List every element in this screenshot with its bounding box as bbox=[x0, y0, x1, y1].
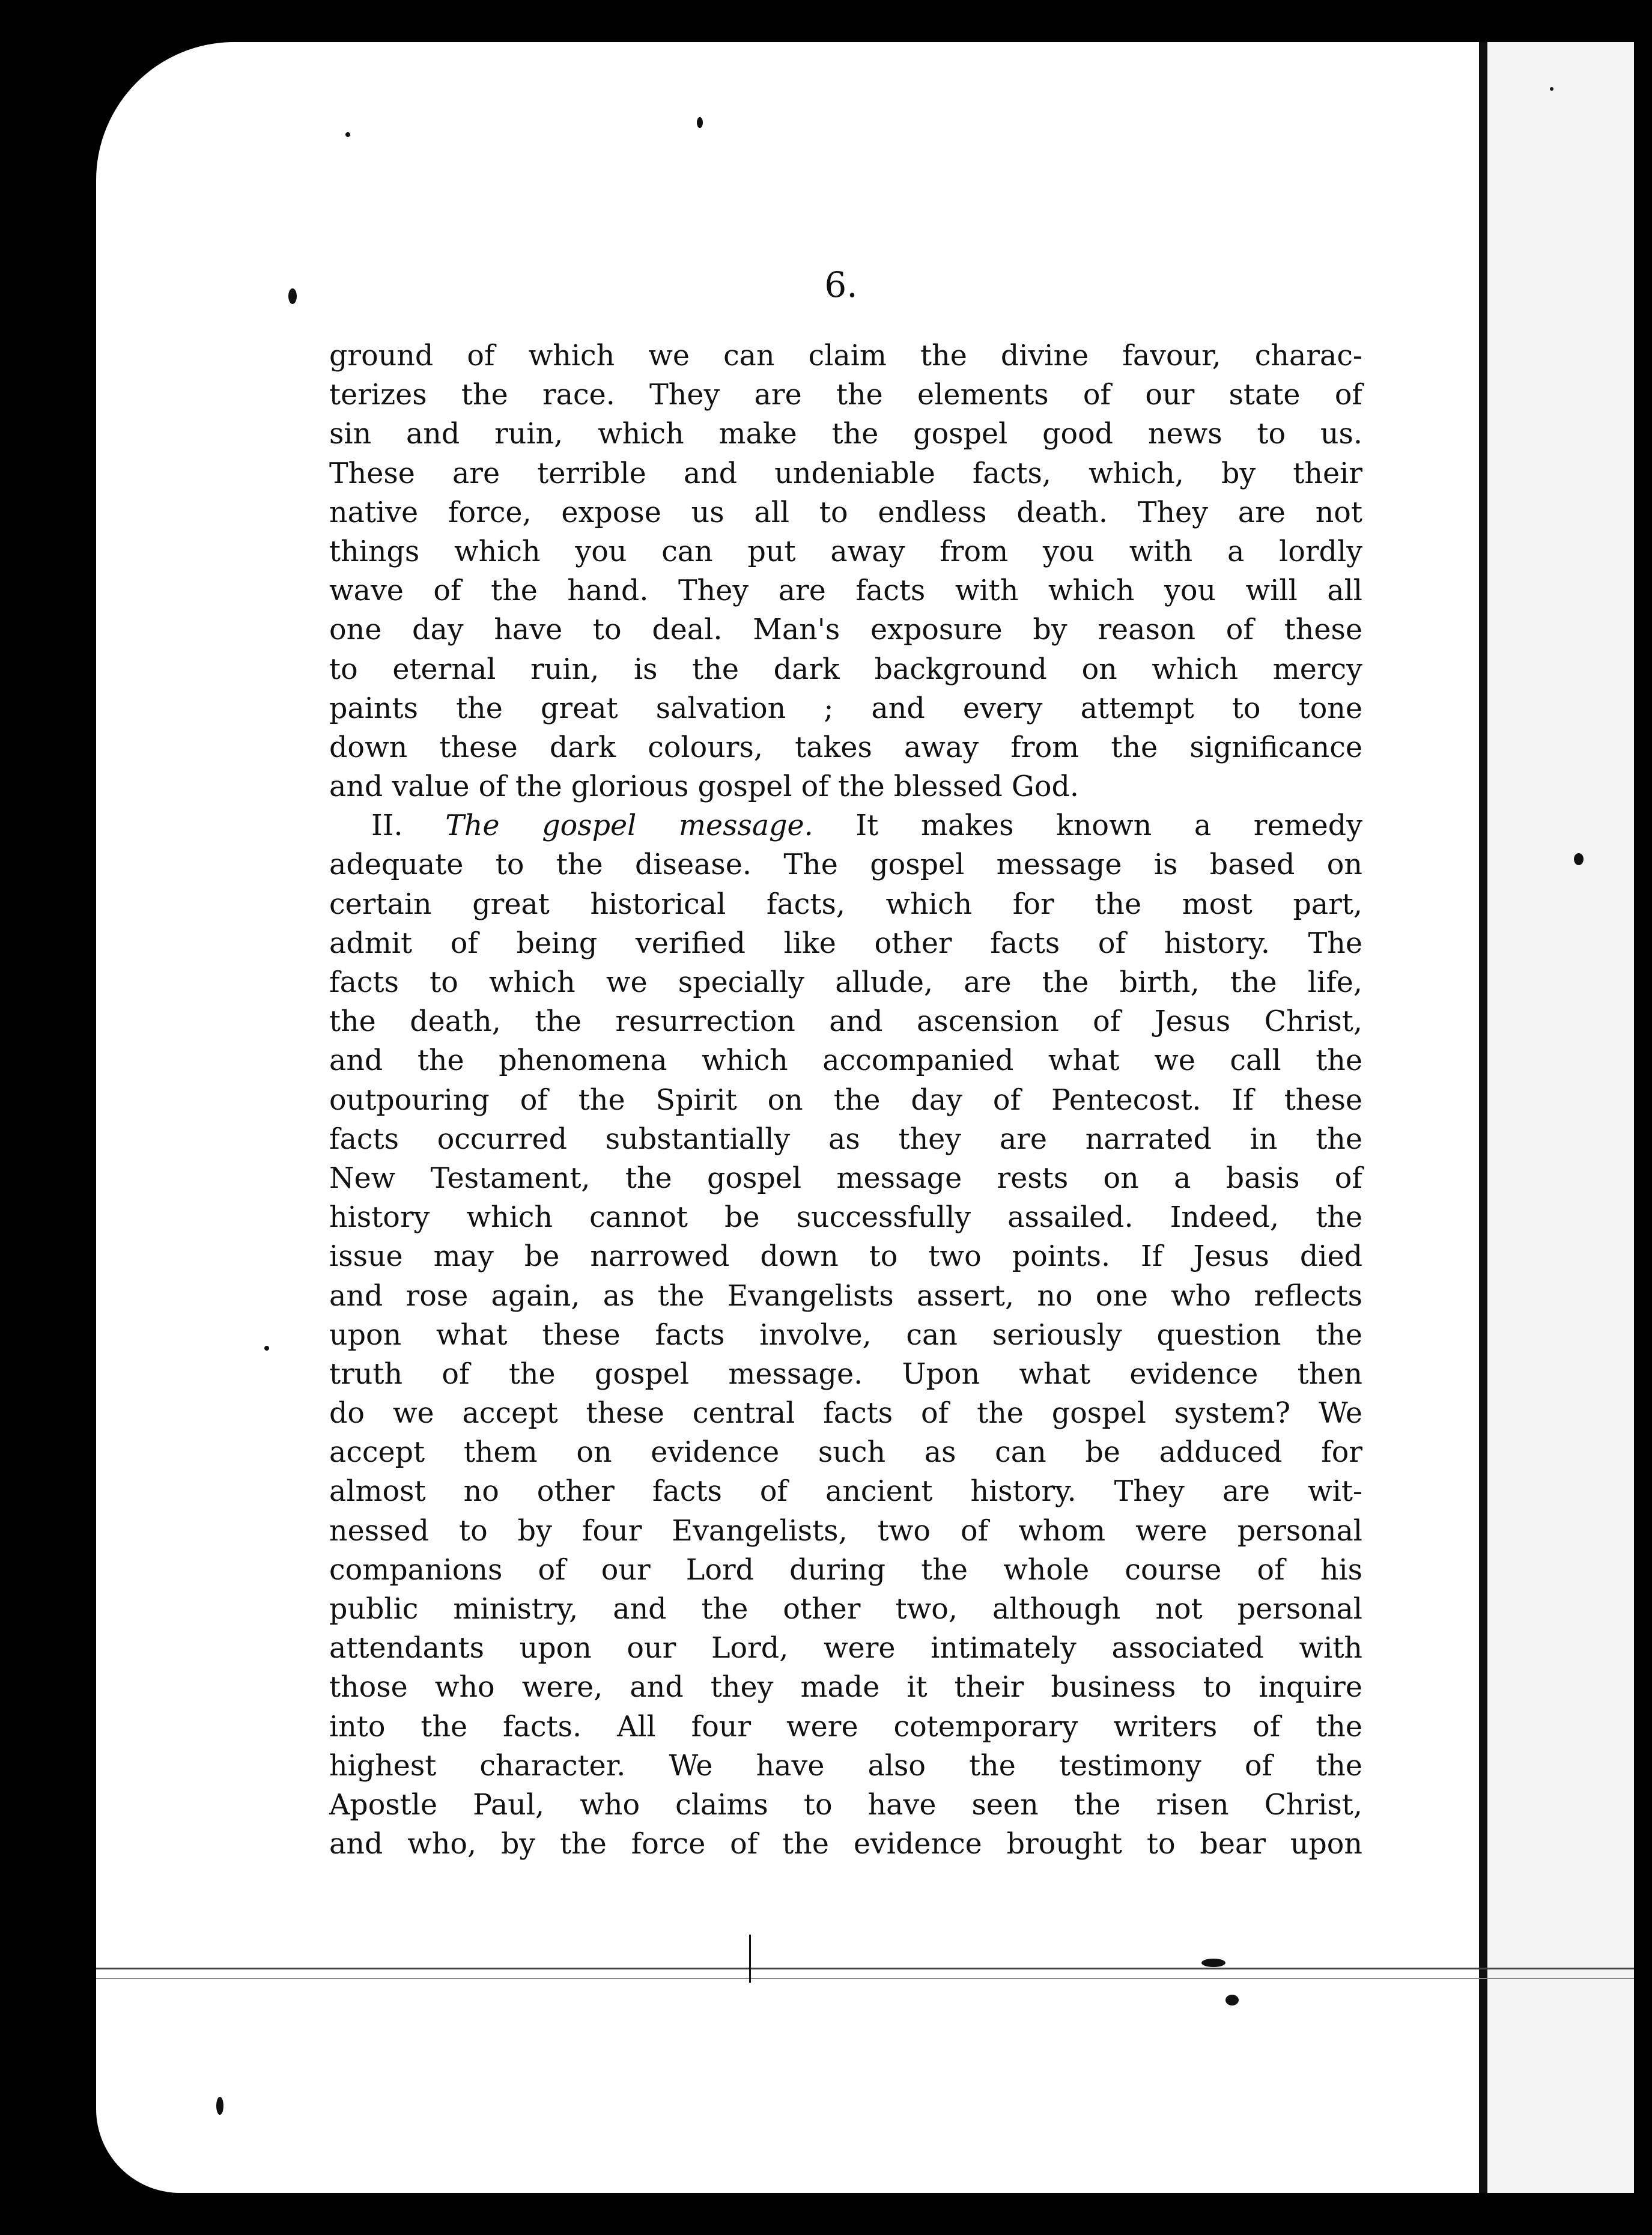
text-line: one day have to deal. Man's exposure by reason of these bbox=[329, 613, 1362, 647]
bottom-rule bbox=[96, 1968, 1634, 1969]
text-line: highest character. We have also the testimony of the bbox=[329, 1749, 1362, 1783]
text-line: New Testament, the gospel message rests on a basis of bbox=[329, 1161, 1362, 1195]
text-line: those who were, and they made it their business to inquire bbox=[329, 1671, 1362, 1704]
facing-page-edge bbox=[1487, 42, 1634, 2193]
text-line: the death, the resurrection and ascension of Jesus Christ, bbox=[329, 1005, 1362, 1039]
text-line: issue may be narrowed down to two points. If Jesus died bbox=[329, 1240, 1362, 1274]
text-line: and the phenomena which accompanied what we call the bbox=[329, 1044, 1362, 1078]
speck bbox=[1550, 87, 1553, 91]
text-line: accept them on evidence such as can be adduced for bbox=[329, 1436, 1362, 1470]
speck bbox=[264, 1346, 269, 1351]
text-line: history which cannot be successfully assailed. Indeed, the bbox=[329, 1201, 1362, 1235]
text-line: sin and ruin, which make the gospel good news to us. bbox=[329, 418, 1362, 451]
speck bbox=[216, 2097, 223, 2115]
text-line: do we accept these central facts of the gospel system? We bbox=[329, 1397, 1362, 1431]
text-line: native force, expose us all to endless death. They are not bbox=[329, 496, 1362, 529]
text-line: things which you can put away from you with a lordly bbox=[329, 535, 1362, 568]
text-line: facts occurred substantially as they are narrated in the bbox=[329, 1122, 1362, 1156]
text-line: terizes the race. They are the elements of our state of bbox=[329, 379, 1362, 412]
text-line: and value of the glorious gospel of the blessed God. bbox=[329, 770, 1079, 804]
text-line: ground of which we can claim the divine favour, charac- bbox=[329, 339, 1362, 372]
text-line: almost no other facts of ancient history. They are wit- bbox=[329, 1475, 1362, 1509]
page-gutter-rule bbox=[1479, 42, 1487, 2193]
speck bbox=[288, 288, 297, 304]
speck bbox=[1574, 853, 1584, 865]
text-line: paints the great salvation ; and every attempt to tone bbox=[329, 692, 1362, 725]
text-line: Apostle Paul, who claims to have seen the risen Christ, bbox=[329, 1788, 1362, 1822]
text-line: It makes known a remedy bbox=[855, 809, 1362, 843]
text-line: companions of our Lord during the whole course of his bbox=[329, 1553, 1362, 1587]
body-text bbox=[329, 336, 1362, 1864]
text-line: public ministry, and the other two, although not personal bbox=[329, 1593, 1362, 1626]
text-line: upon what these facts involve, can seriously question the bbox=[329, 1318, 1362, 1352]
text-line: into the facts. All four were cotemporary writers of the bbox=[329, 1710, 1362, 1744]
text-line: facts to which we specially allude, are the birth, the life, bbox=[329, 966, 1362, 999]
text-line: and who, by the force of the evidence brought to bear upon bbox=[329, 1828, 1362, 1861]
text-line: admit of being verified like other facts of history. The bbox=[329, 926, 1362, 960]
speck bbox=[345, 132, 350, 137]
speck bbox=[697, 117, 703, 128]
text-line: outpouring of the Spirit on the day of Pentecost. If these bbox=[329, 1083, 1362, 1117]
speck bbox=[1225, 1995, 1239, 2005]
speck bbox=[1201, 1959, 1225, 1967]
page-number: 6. bbox=[824, 264, 858, 305]
text-line: to eternal ruin, is the dark background on which mercy bbox=[329, 652, 1362, 686]
text-line: truth of the gospel message. Upon what evidence then bbox=[329, 1357, 1362, 1391]
text-line: attendants upon our Lord, were intimately associated with bbox=[329, 1632, 1362, 1665]
text-line: certain great historical facts, which for the most part, bbox=[329, 887, 1362, 921]
bottom-rule-secondary bbox=[96, 1978, 1634, 1979]
section-numeral: II. bbox=[371, 809, 403, 843]
section-heading: The gospel message. bbox=[445, 809, 813, 843]
text-line: and rose again, as the Evangelists assert, no one who reflects bbox=[329, 1279, 1362, 1313]
section-heading-line bbox=[329, 806, 1362, 845]
text-line: adequate to the disease. The gospel message is based on bbox=[329, 848, 1362, 882]
text-line: nessed to by four Evangelists, two of whom were personal bbox=[329, 1514, 1362, 1548]
text-line: These are terrible and undeniable facts, which, by their bbox=[329, 457, 1362, 490]
text-line: down these dark colours, takes away from the significance bbox=[329, 731, 1362, 764]
speck bbox=[749, 1935, 751, 1983]
text-line: wave of the hand. They are facts with which you will all bbox=[329, 574, 1362, 608]
